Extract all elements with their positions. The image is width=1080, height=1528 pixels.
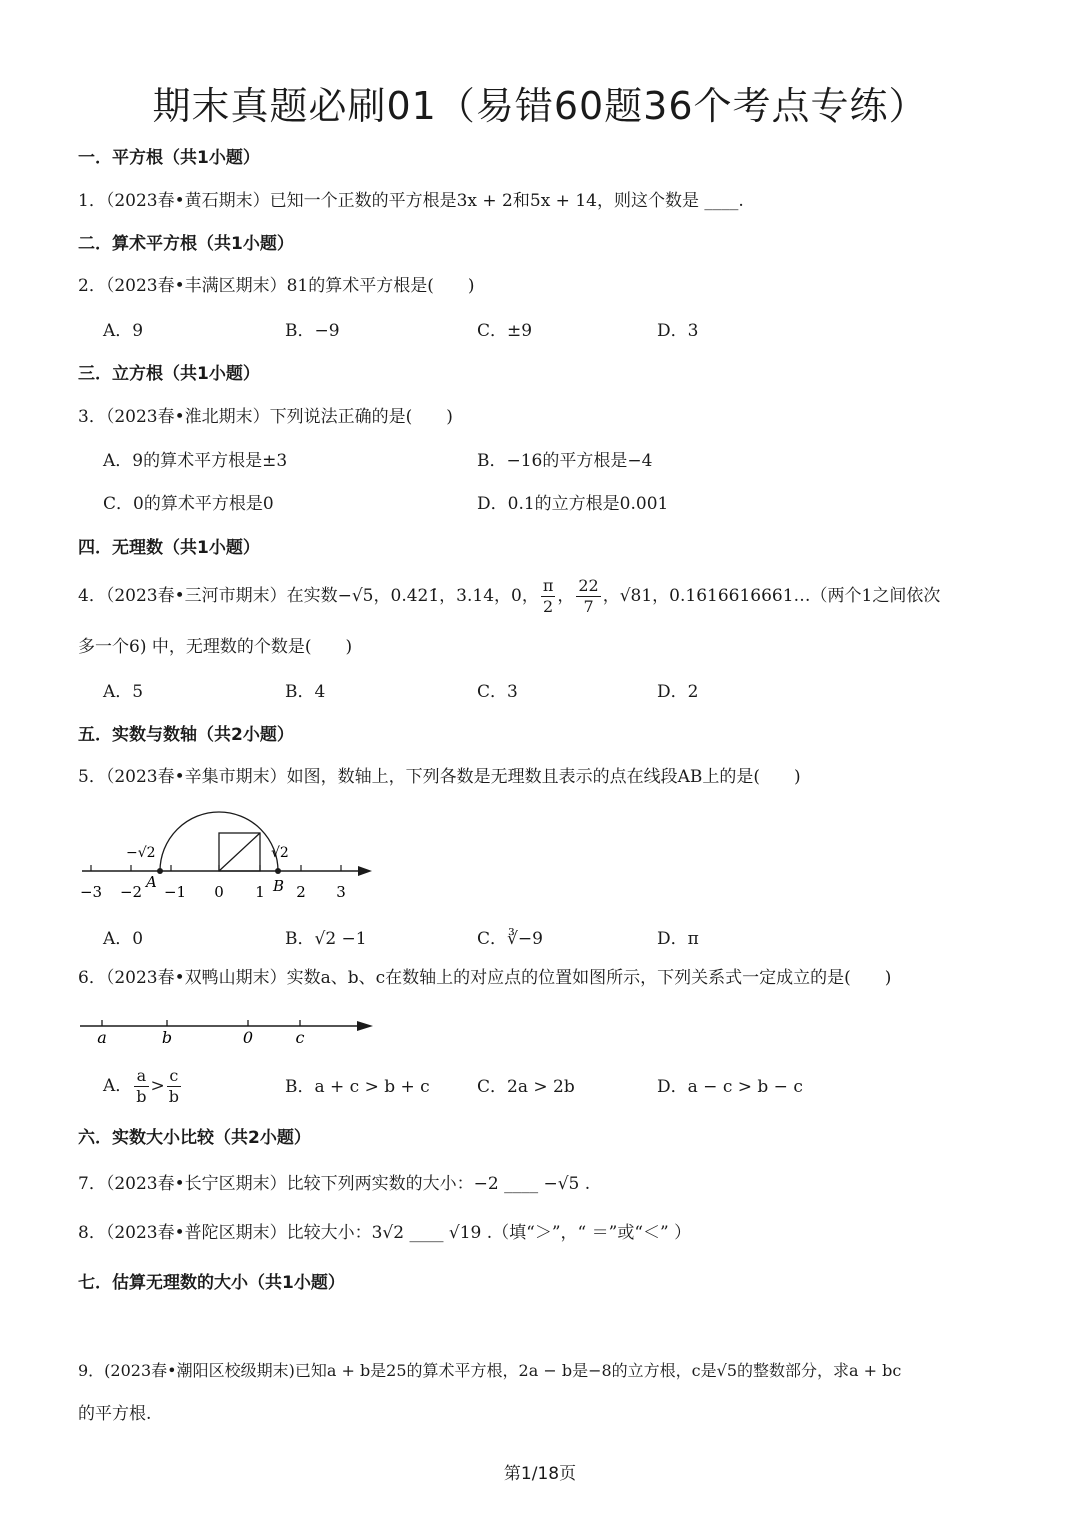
- number-line-figure-q5: [70, 805, 390, 910]
- point-a-marker: [157, 868, 163, 874]
- question-6: 6．（2023春•双鸭山期末）实数a、b、c在数轴上的对应点的位置如图所示，下列关系式一定成立的是( ): [78, 968, 892, 988]
- point-b-label: b: [161, 1028, 173, 1047]
- q4-suffix: ，√81，0.1616616661…（两个1之间依次: [602, 586, 941, 606]
- q6-option-b: B．a + c > b + c: [285, 1077, 430, 1097]
- q5-option-c: C．∛−9: [477, 929, 543, 949]
- q3-option-c: C．0的算术平方根是0: [103, 494, 274, 514]
- question-7: 7．（2023春•长宁区期末）比较下列两实数的大小：−2 ____ −√5 .: [78, 1174, 591, 1194]
- section-heading-2: 二．算术平方根（共1小题）: [78, 234, 294, 254]
- unit-square: [219, 833, 260, 871]
- question-5: 5．（2023春•辛集市期末）如图，数轴上，下列各数是无理数且表示的点在线段AB上的是( ): [78, 767, 801, 787]
- axis-ticks: [91, 865, 341, 871]
- tick-label: −2: [119, 883, 143, 901]
- q3-option-b: B．−16的平方根是−4: [477, 451, 653, 471]
- q3-option-d: D．0.1的立方根是0.001: [477, 494, 669, 514]
- section-heading-4: 四．无理数（共1小题）: [78, 538, 260, 558]
- point-a-label: A: [146, 873, 157, 891]
- q6-option-d: D．a − c > b − c: [657, 1077, 803, 1097]
- point-b-label: B: [273, 877, 285, 895]
- section-heading-7: 七．估算无理数的大小（共1小题）: [78, 1273, 345, 1293]
- question-3: 3．（2023春•淮北期末）下列说法正确的是( ): [78, 407, 453, 427]
- q5-option-a: A．0: [103, 929, 144, 949]
- q2-option-d: D．3: [657, 321, 699, 341]
- question-8: 8．（2023春•普陀区期末）比较大小：3√2 ____ √19 .（填“＞”，“ ＝”或“＜” ）: [78, 1223, 692, 1243]
- fraction-denominator: 7: [583, 597, 594, 616]
- number-line-figure-q6: [75, 1010, 380, 1050]
- q2-option-c: C．±9: [477, 321, 533, 341]
- q6-option-c: C．2a > 2b: [477, 1077, 575, 1097]
- question-4-line-2: 多一个6) 中，无理数的个数是( ): [78, 637, 353, 657]
- tick-label: 3: [336, 883, 346, 901]
- question-1: 1．（2023春•黄石期末）已知一个正数的平方根是3x + 2和5x + 14，则这个数是 ____.: [78, 191, 744, 211]
- pos-root2-label: √2: [271, 845, 289, 861]
- fraction-a-over-b: [134, 1066, 148, 1107]
- q5-option-b: B．√2 −1: [285, 929, 367, 949]
- fraction-denominator: 2: [543, 597, 554, 616]
- question-9: 9．(2023春•潮阳区校级期末)已知a + b是25的算术平方根，2a − b是−8的立方根，c是√5的整数部分，求a + bc: [78, 1361, 902, 1380]
- fraction-numerator: π: [542, 576, 554, 595]
- q3-option-a: A．9的算术平方根是±3: [103, 451, 288, 471]
- fraction-denominator: b: [168, 1087, 180, 1106]
- tick-label: 0: [214, 883, 224, 901]
- fraction-numerator: 22: [578, 576, 599, 595]
- q2-option-a: A．9: [103, 321, 144, 341]
- axis-ticks: [102, 1020, 300, 1026]
- tick-label: −1: [163, 883, 187, 901]
- q4-option-d: D．2: [657, 682, 699, 702]
- q4-prefix: 4．（2023春•三河市期末）在实数−√5，0.421̇，3.14，0，: [78, 586, 539, 606]
- q4-option-a: A．5: [103, 682, 144, 702]
- tick-label: 2: [296, 883, 306, 901]
- page-title: 期末真题必刷01（易错60题36个考点专练）: [152, 84, 928, 128]
- origin-label: 0: [242, 1028, 254, 1047]
- fraction-numerator: a: [134, 1066, 148, 1087]
- section-heading-5: 五．实数与数轴（共2小题）: [78, 725, 294, 745]
- fraction-denominator: b: [136, 1087, 147, 1106]
- fraction-22-over-7: [576, 576, 600, 617]
- section-heading-3: 三．立方根（共1小题）: [78, 364, 260, 384]
- point-c-label: c: [295, 1028, 305, 1047]
- neg-root2-label: −√2: [126, 845, 156, 861]
- number-line-axis: [80, 1021, 373, 1031]
- q5-option-d: D．π: [657, 929, 699, 949]
- fraction-pi-over-2: [541, 576, 556, 617]
- question-9-line-2: 的平方根.: [78, 1404, 152, 1424]
- section-heading-1: 一．平方根（共1小题）: [78, 148, 260, 168]
- fraction-numerator: c: [167, 1066, 181, 1087]
- point-a-label: a: [97, 1028, 107, 1047]
- q4-option-c: C．3: [477, 682, 518, 702]
- page-number: 第1/18页: [503, 1464, 577, 1484]
- question-2: 2．（2023春•丰满区期末）81的算术平方根是( ): [78, 276, 475, 296]
- point-b-marker: [275, 868, 281, 874]
- question-4: 4．（2023春•三河市期末）在实数−√5，0.421̇，3.14，0， $\frac{\pi}{2}$ ， $\frac{22}{7}$ ，√81，0.1616616661…（两个1之间依次: [78, 576, 941, 616]
- q4-option-b: B．4: [285, 682, 326, 702]
- option-label: A．: [103, 1076, 133, 1096]
- tick-label: −3: [79, 883, 103, 901]
- q6-option-a: [103, 1062, 183, 1110]
- tick-label: 1: [255, 883, 265, 901]
- section-heading-6: 六．实数大小比较（共2小题）: [78, 1128, 311, 1148]
- q2-option-b: B．−9: [285, 321, 340, 341]
- greater-than-sign: >: [150, 1076, 165, 1096]
- fraction-c-over-b: [167, 1066, 181, 1107]
